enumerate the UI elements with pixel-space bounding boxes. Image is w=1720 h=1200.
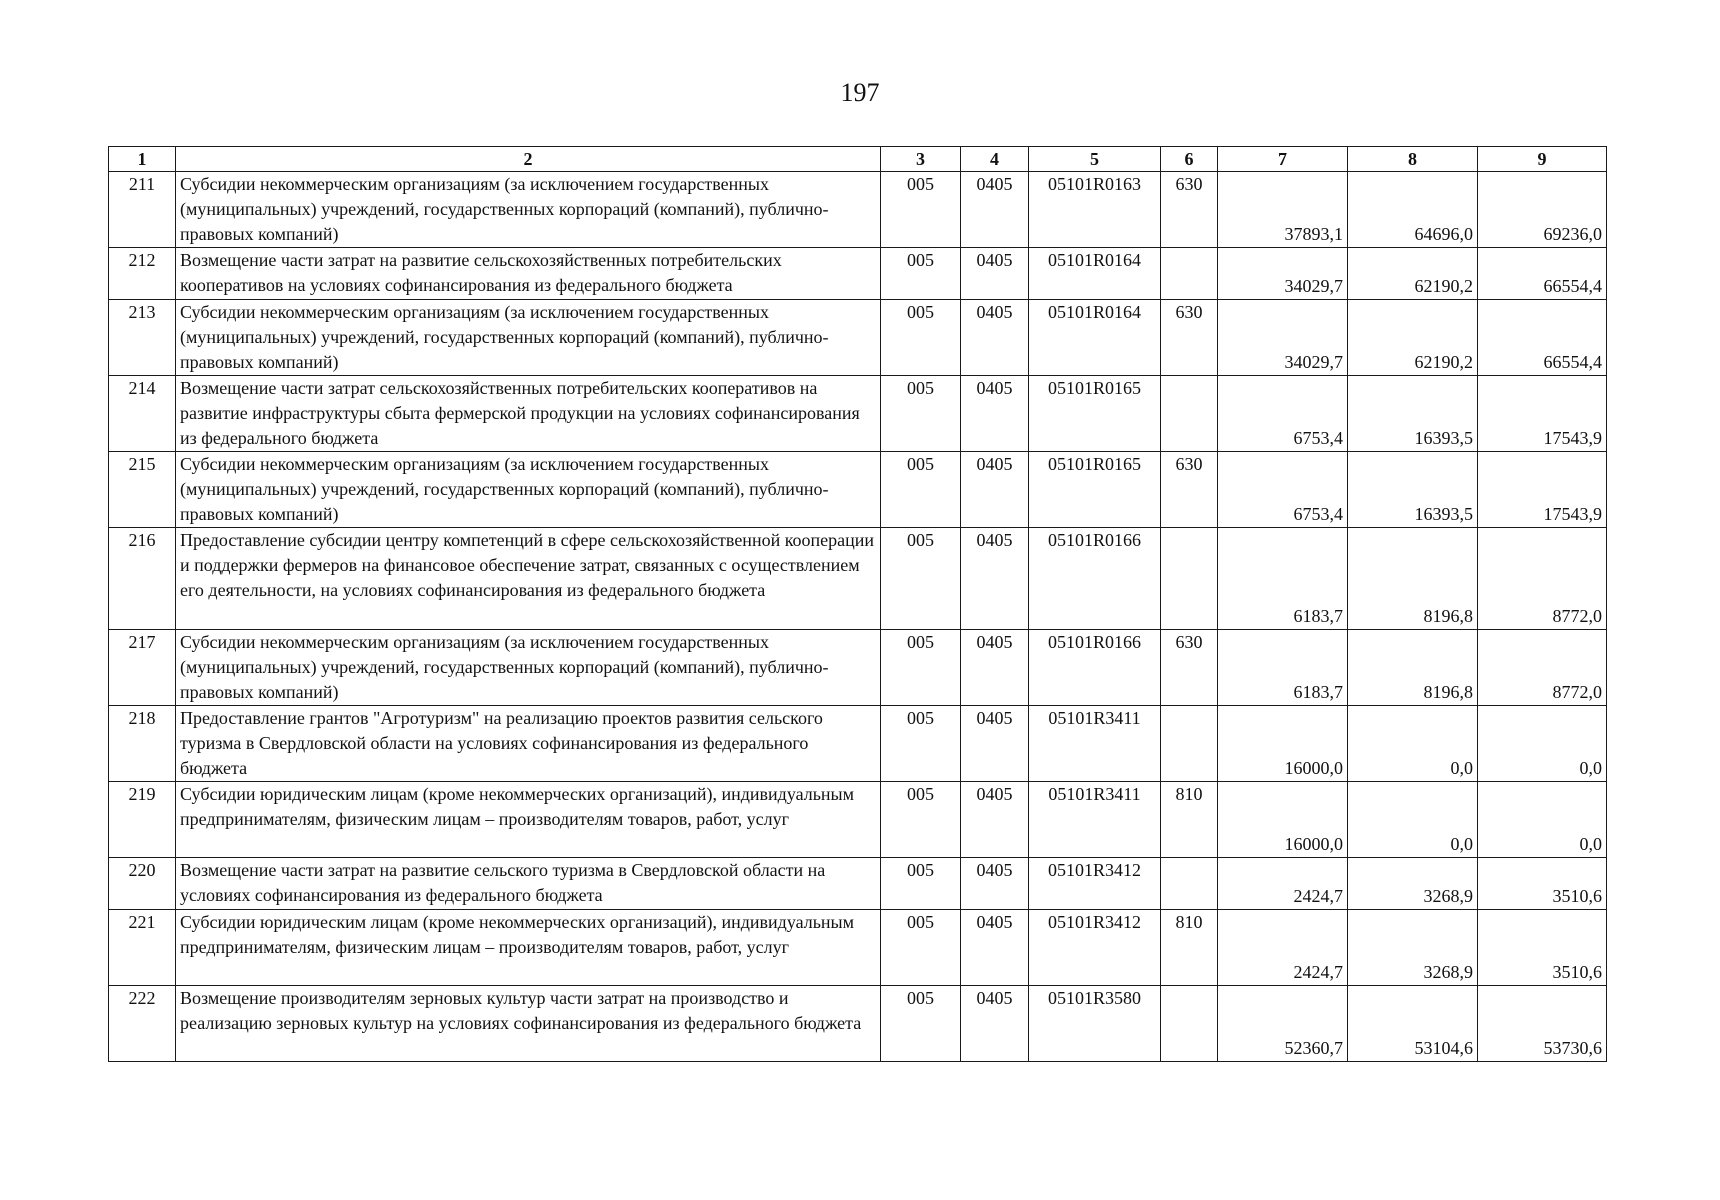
amount-col9: 17543,9 bbox=[1478, 452, 1607, 528]
header-cell: 3 bbox=[881, 147, 961, 172]
target-article-code: 05101R0166 bbox=[1029, 528, 1161, 630]
row-number: 214 bbox=[109, 376, 176, 452]
amount-col9: 66554,4 bbox=[1478, 300, 1607, 376]
amount-col9: 0,0 bbox=[1478, 706, 1607, 782]
ministry-code: 005 bbox=[881, 452, 961, 528]
row-description: Возмещение производителям зерновых культур части затрат на производство и реализацию зерновых культур на условиях софинансирования из федерального бюджета bbox=[176, 986, 881, 1062]
ministry-code: 005 bbox=[881, 630, 961, 706]
expense-type-code bbox=[1161, 706, 1218, 782]
row-description: Субсидии юридическим лицам (кроме некоммерческих организаций), индивидуальным предпринимателям, физическим лицам – производителям товаров, работ, услуг bbox=[176, 782, 881, 858]
header-cell: 1 bbox=[109, 147, 176, 172]
ministry-code: 005 bbox=[881, 248, 961, 300]
amount-col9: 53730,6 bbox=[1478, 986, 1607, 1062]
row-description: Предоставление субсидии центру компетенций в сфере сельскохозяйственной кооперации и поддержки фермеров на финансовое обеспечение затрат, связанных с осуществлением его деятельности, на условиях софинансирования из федерального бюджета bbox=[176, 528, 881, 630]
amount-col8: 3268,9 bbox=[1348, 858, 1478, 910]
table-header-row bbox=[109, 147, 1607, 172]
amount-col7: 6183,7 bbox=[1218, 528, 1348, 630]
amount-col7: 6753,4 bbox=[1218, 452, 1348, 528]
section-code: 0405 bbox=[961, 782, 1029, 858]
section-code: 0405 bbox=[961, 858, 1029, 910]
row-number: 212 bbox=[109, 248, 176, 300]
budget-table bbox=[108, 146, 1607, 1062]
amount-col9: 8772,0 bbox=[1478, 630, 1607, 706]
table-row bbox=[109, 172, 1607, 248]
amount-col8: 3268,9 bbox=[1348, 910, 1478, 986]
amount-col7: 16000,0 bbox=[1218, 706, 1348, 782]
row-description: Субсидии некоммерческим организациям (за исключением государственных (муниципальных) учреждений, государственных корпораций (компаний), публично-правовых компаний) bbox=[176, 172, 881, 248]
row-number: 213 bbox=[109, 300, 176, 376]
target-article-code: 05101R0163 bbox=[1029, 172, 1161, 248]
section-code: 0405 bbox=[961, 248, 1029, 300]
amount-col7: 34029,7 bbox=[1218, 300, 1348, 376]
table-row bbox=[109, 630, 1607, 706]
amount-col7: 6183,7 bbox=[1218, 630, 1348, 706]
row-number: 211 bbox=[109, 172, 176, 248]
target-article-code: 05101R3412 bbox=[1029, 910, 1161, 986]
expense-type-code: 630 bbox=[1161, 172, 1218, 248]
amount-col8: 62190,2 bbox=[1348, 300, 1478, 376]
header-cell: 2 bbox=[176, 147, 881, 172]
amount-col7: 52360,7 bbox=[1218, 986, 1348, 1062]
target-article-code: 05101R3580 bbox=[1029, 986, 1161, 1062]
section-code: 0405 bbox=[961, 376, 1029, 452]
amount-col9: 3510,6 bbox=[1478, 910, 1607, 986]
ministry-code: 005 bbox=[881, 528, 961, 630]
expense-type-code bbox=[1161, 528, 1218, 630]
expense-type-code: 810 bbox=[1161, 782, 1218, 858]
header-cell: 6 bbox=[1161, 147, 1218, 172]
amount-col8: 62190,2 bbox=[1348, 248, 1478, 300]
table-row bbox=[109, 910, 1607, 986]
target-article-code: 05101R0164 bbox=[1029, 248, 1161, 300]
row-number: 221 bbox=[109, 910, 176, 986]
ministry-code: 005 bbox=[881, 172, 961, 248]
ministry-code: 005 bbox=[881, 910, 961, 986]
amount-col9: 3510,6 bbox=[1478, 858, 1607, 910]
table-row bbox=[109, 782, 1607, 858]
header-cell: 5 bbox=[1029, 147, 1161, 172]
amount-col8: 16393,5 bbox=[1348, 376, 1478, 452]
table-row bbox=[109, 858, 1607, 910]
row-description: Возмещение части затрат на развитие сельскохозяйственных потребительских кооперативов на условиях софинансирования из федерального бюджета bbox=[176, 248, 881, 300]
row-number: 220 bbox=[109, 858, 176, 910]
ministry-code: 005 bbox=[881, 376, 961, 452]
amount-col9: 17543,9 bbox=[1478, 376, 1607, 452]
amount-col9: 66554,4 bbox=[1478, 248, 1607, 300]
amount-col8: 0,0 bbox=[1348, 782, 1478, 858]
ministry-code: 005 bbox=[881, 858, 961, 910]
row-description: Субсидии некоммерческим организациям (за исключением государственных (муниципальных) учреждений, государственных корпораций (компаний), публично-правовых компаний) bbox=[176, 300, 881, 376]
target-article-code: 05101R0165 bbox=[1029, 376, 1161, 452]
row-number: 216 bbox=[109, 528, 176, 630]
header-cell: 9 bbox=[1478, 147, 1607, 172]
target-article-code: 05101R3411 bbox=[1029, 782, 1161, 858]
amount-col7: 34029,7 bbox=[1218, 248, 1348, 300]
row-description: Субсидии некоммерческим организациям (за исключением государственных (муниципальных) учреждений, государственных корпораций (компаний), публично-правовых компаний) bbox=[176, 452, 881, 528]
expense-type-code: 630 bbox=[1161, 452, 1218, 528]
amount-col7: 2424,7 bbox=[1218, 910, 1348, 986]
expense-type-code: 630 bbox=[1161, 630, 1218, 706]
section-code: 0405 bbox=[961, 706, 1029, 782]
table-row bbox=[109, 528, 1607, 630]
table-row bbox=[109, 986, 1607, 1062]
amount-col9: 0,0 bbox=[1478, 782, 1607, 858]
section-code: 0405 bbox=[961, 910, 1029, 986]
expense-type-code: 630 bbox=[1161, 300, 1218, 376]
amount-col7: 16000,0 bbox=[1218, 782, 1348, 858]
amount-col9: 69236,0 bbox=[1478, 172, 1607, 248]
row-description: Возмещение части затрат сельскохозяйственных потребительских кооперативов на развитие инфраструктуры сбыта фермерской продукции на условиях софинансирования из федерального бюджета bbox=[176, 376, 881, 452]
section-code: 0405 bbox=[961, 986, 1029, 1062]
section-code: 0405 bbox=[961, 300, 1029, 376]
expense-type-code bbox=[1161, 858, 1218, 910]
table-row bbox=[109, 248, 1607, 300]
table-row bbox=[109, 706, 1607, 782]
target-article-code: 05101R0164 bbox=[1029, 300, 1161, 376]
amount-col9: 8772,0 bbox=[1478, 528, 1607, 630]
amount-col7: 37893,1 bbox=[1218, 172, 1348, 248]
expense-type-code: 810 bbox=[1161, 910, 1218, 986]
row-description: Субсидии юридическим лицам (кроме некоммерческих организаций), индивидуальным предпринимателям, физическим лицам – производителям товаров, работ, услуг bbox=[176, 910, 881, 986]
row-description: Предоставление грантов "Агротуризм" на реализацию проектов развития сельского туризма в Свердловской области на условиях софинансирования из федерального бюджета bbox=[176, 706, 881, 782]
amount-col7: 2424,7 bbox=[1218, 858, 1348, 910]
section-code: 0405 bbox=[961, 630, 1029, 706]
amount-col8: 8196,8 bbox=[1348, 528, 1478, 630]
ministry-code: 005 bbox=[881, 782, 961, 858]
section-code: 0405 bbox=[961, 452, 1029, 528]
target-article-code: 05101R0166 bbox=[1029, 630, 1161, 706]
table-row bbox=[109, 300, 1607, 376]
amount-col8: 0,0 bbox=[1348, 706, 1478, 782]
row-description: Субсидии некоммерческим организациям (за исключением государственных (муниципальных) учреждений, государственных корпораций (компаний), публично-правовых компаний) bbox=[176, 630, 881, 706]
ministry-code: 005 bbox=[881, 986, 961, 1062]
target-article-code: 05101R3411 bbox=[1029, 706, 1161, 782]
expense-type-code bbox=[1161, 248, 1218, 300]
row-number: 215 bbox=[109, 452, 176, 528]
row-number: 222 bbox=[109, 986, 176, 1062]
header-cell: 8 bbox=[1348, 147, 1478, 172]
ministry-code: 005 bbox=[881, 706, 961, 782]
table-row bbox=[109, 376, 1607, 452]
section-code: 0405 bbox=[961, 172, 1029, 248]
target-article-code: 05101R3412 bbox=[1029, 858, 1161, 910]
expense-type-code bbox=[1161, 376, 1218, 452]
amount-col8: 64696,0 bbox=[1348, 172, 1478, 248]
expense-type-code bbox=[1161, 986, 1218, 1062]
amount-col8: 8196,8 bbox=[1348, 630, 1478, 706]
amount-col8: 53104,6 bbox=[1348, 986, 1478, 1062]
target-article-code: 05101R0165 bbox=[1029, 452, 1161, 528]
amount-col8: 16393,5 bbox=[1348, 452, 1478, 528]
row-number: 218 bbox=[109, 706, 176, 782]
page-number: 197 bbox=[840, 78, 880, 107]
ministry-code: 005 bbox=[881, 300, 961, 376]
row-description: Возмещение части затрат на развитие сельского туризма в Свердловской области на условиях софинансирования из федерального бюджета bbox=[176, 858, 881, 910]
header-cell: 4 bbox=[961, 147, 1029, 172]
table-row bbox=[109, 452, 1607, 528]
section-code: 0405 bbox=[961, 528, 1029, 630]
row-number: 217 bbox=[109, 630, 176, 706]
row-number: 219 bbox=[109, 782, 176, 858]
amount-col7: 6753,4 bbox=[1218, 376, 1348, 452]
header-cell: 7 bbox=[1218, 147, 1348, 172]
